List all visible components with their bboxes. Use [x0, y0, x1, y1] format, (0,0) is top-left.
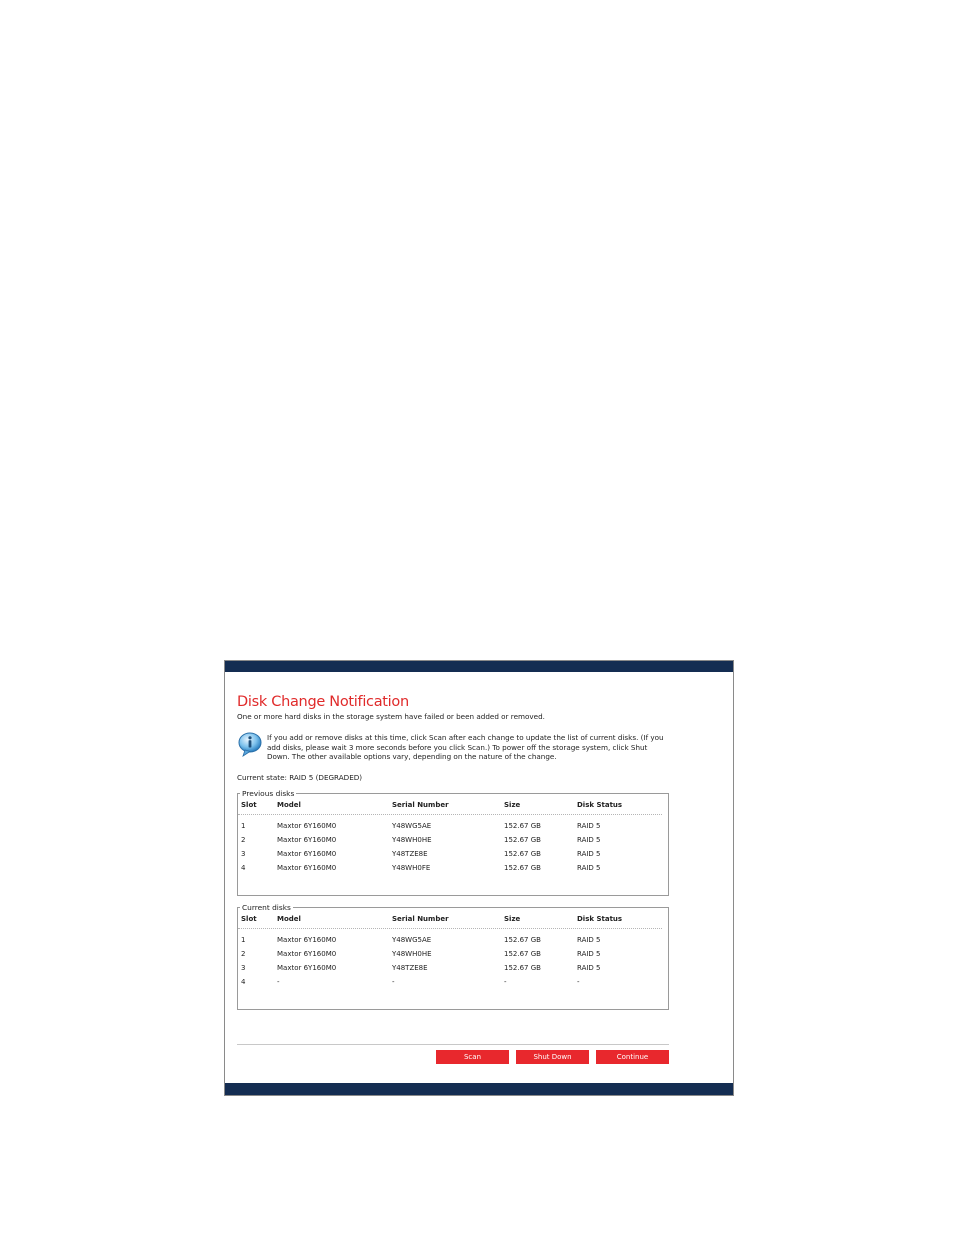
cell-slot: 4 [241, 864, 246, 872]
page-title: Disk Change Notification [237, 694, 409, 710]
cell-serial: Y48TZE8E [392, 850, 428, 858]
cell-model: Maxtor 6Y160M0 [277, 936, 337, 944]
cell-slot: 2 [241, 836, 246, 844]
table-header [238, 798, 662, 815]
shut-down-button[interactable]: Shut Down [516, 1050, 589, 1064]
table-row [238, 961, 668, 975]
previous-disks-legend: Previous disks [242, 789, 295, 798]
column-disk-status: Disk Status [577, 915, 623, 923]
cell-model: Maxtor 6Y160M0 [277, 864, 337, 872]
column-serial-number: Serial Number [392, 801, 449, 809]
cell-size: 152.67 GB [504, 836, 541, 844]
column-disk-status: Disk Status [577, 801, 623, 809]
cell-size: 152.67 GB [504, 822, 541, 830]
cell-status: - [577, 978, 580, 986]
cell-slot: 3 [241, 964, 246, 972]
cell-serial: Y48WG5AE [392, 936, 432, 944]
column-serial-number: Serial Number [392, 915, 449, 923]
cell-status: RAID 5 [577, 964, 601, 972]
cell-serial: Y48WH0HE [392, 836, 432, 844]
cell-model: Maxtor 6Y160M0 [277, 836, 337, 844]
continue-button[interactable]: Continue [596, 1050, 669, 1064]
cell-size: 152.67 GB [504, 950, 541, 958]
current-disks-legend: Current disks [242, 903, 291, 912]
cell-slot: 4 [241, 978, 246, 986]
previous-disks-panel [237, 789, 669, 896]
table-row [238, 819, 668, 833]
button-divider [237, 1044, 669, 1045]
top-banner [225, 661, 733, 672]
cell-size: - [504, 978, 507, 986]
cell-size: 152.67 GB [504, 964, 541, 972]
column-size: Size [504, 915, 521, 923]
bottom-banner [225, 1083, 733, 1095]
cell-slot: 2 [241, 950, 246, 958]
cell-model: Maxtor 6Y160M0 [277, 822, 337, 830]
table-row [238, 975, 668, 989]
cell-model: - [277, 978, 280, 986]
scan-button[interactable]: Scan [436, 1050, 509, 1064]
cell-status: RAID 5 [577, 836, 601, 844]
page-subtitle: One or more hard disks in the storage system have failed or been added or removed. [237, 712, 545, 721]
cell-slot: 1 [241, 936, 246, 944]
cell-slot: 3 [241, 850, 246, 858]
info-bubble-icon [237, 731, 263, 757]
cell-serial: Y48TZE8E [392, 964, 428, 972]
cell-status: RAID 5 [577, 822, 601, 830]
cell-serial: - [392, 978, 395, 986]
cell-model: Maxtor 6Y160M0 [277, 950, 337, 958]
column-model: Model [277, 801, 301, 809]
cell-size: 152.67 GB [504, 936, 541, 944]
table-row [238, 847, 668, 861]
cell-status: RAID 5 [577, 950, 601, 958]
table-header [238, 912, 662, 929]
cell-model: Maxtor 6Y160M0 [277, 964, 337, 972]
table-row [238, 933, 668, 947]
cell-status: RAID 5 [577, 936, 601, 944]
cell-serial: Y48WH0HE [392, 950, 432, 958]
column-model: Model [277, 915, 301, 923]
cell-status: RAID 5 [577, 850, 601, 858]
cell-slot: 1 [241, 822, 246, 830]
cell-serial: Y48WG5AE [392, 822, 432, 830]
cell-size: 152.67 GB [504, 850, 541, 858]
current-state: Current state: RAID 5 (DEGRADED) [237, 773, 363, 782]
cell-status: RAID 5 [577, 864, 601, 872]
cell-size: 152.67 GB [504, 864, 541, 872]
column-slot: Slot [241, 915, 257, 923]
current-disks-panel [237, 903, 669, 1010]
column-slot: Slot [241, 801, 257, 809]
table-row [238, 833, 668, 847]
cell-serial: Y48WH0FE [392, 864, 431, 872]
disk-change-dialog [224, 660, 734, 1096]
info-text: If you add or remove disks at this time, click Scan after each change to update the list of current disks. (If you add disks, please wait 3 more seconds before you click Scan.) To power off the storage system, click Shut Down. The other available options vary, depending on the nature of the change. [267, 733, 664, 762]
column-size: Size [504, 801, 521, 809]
table-row [238, 861, 668, 875]
cell-model: Maxtor 6Y160M0 [277, 850, 337, 858]
table-row [238, 947, 668, 961]
